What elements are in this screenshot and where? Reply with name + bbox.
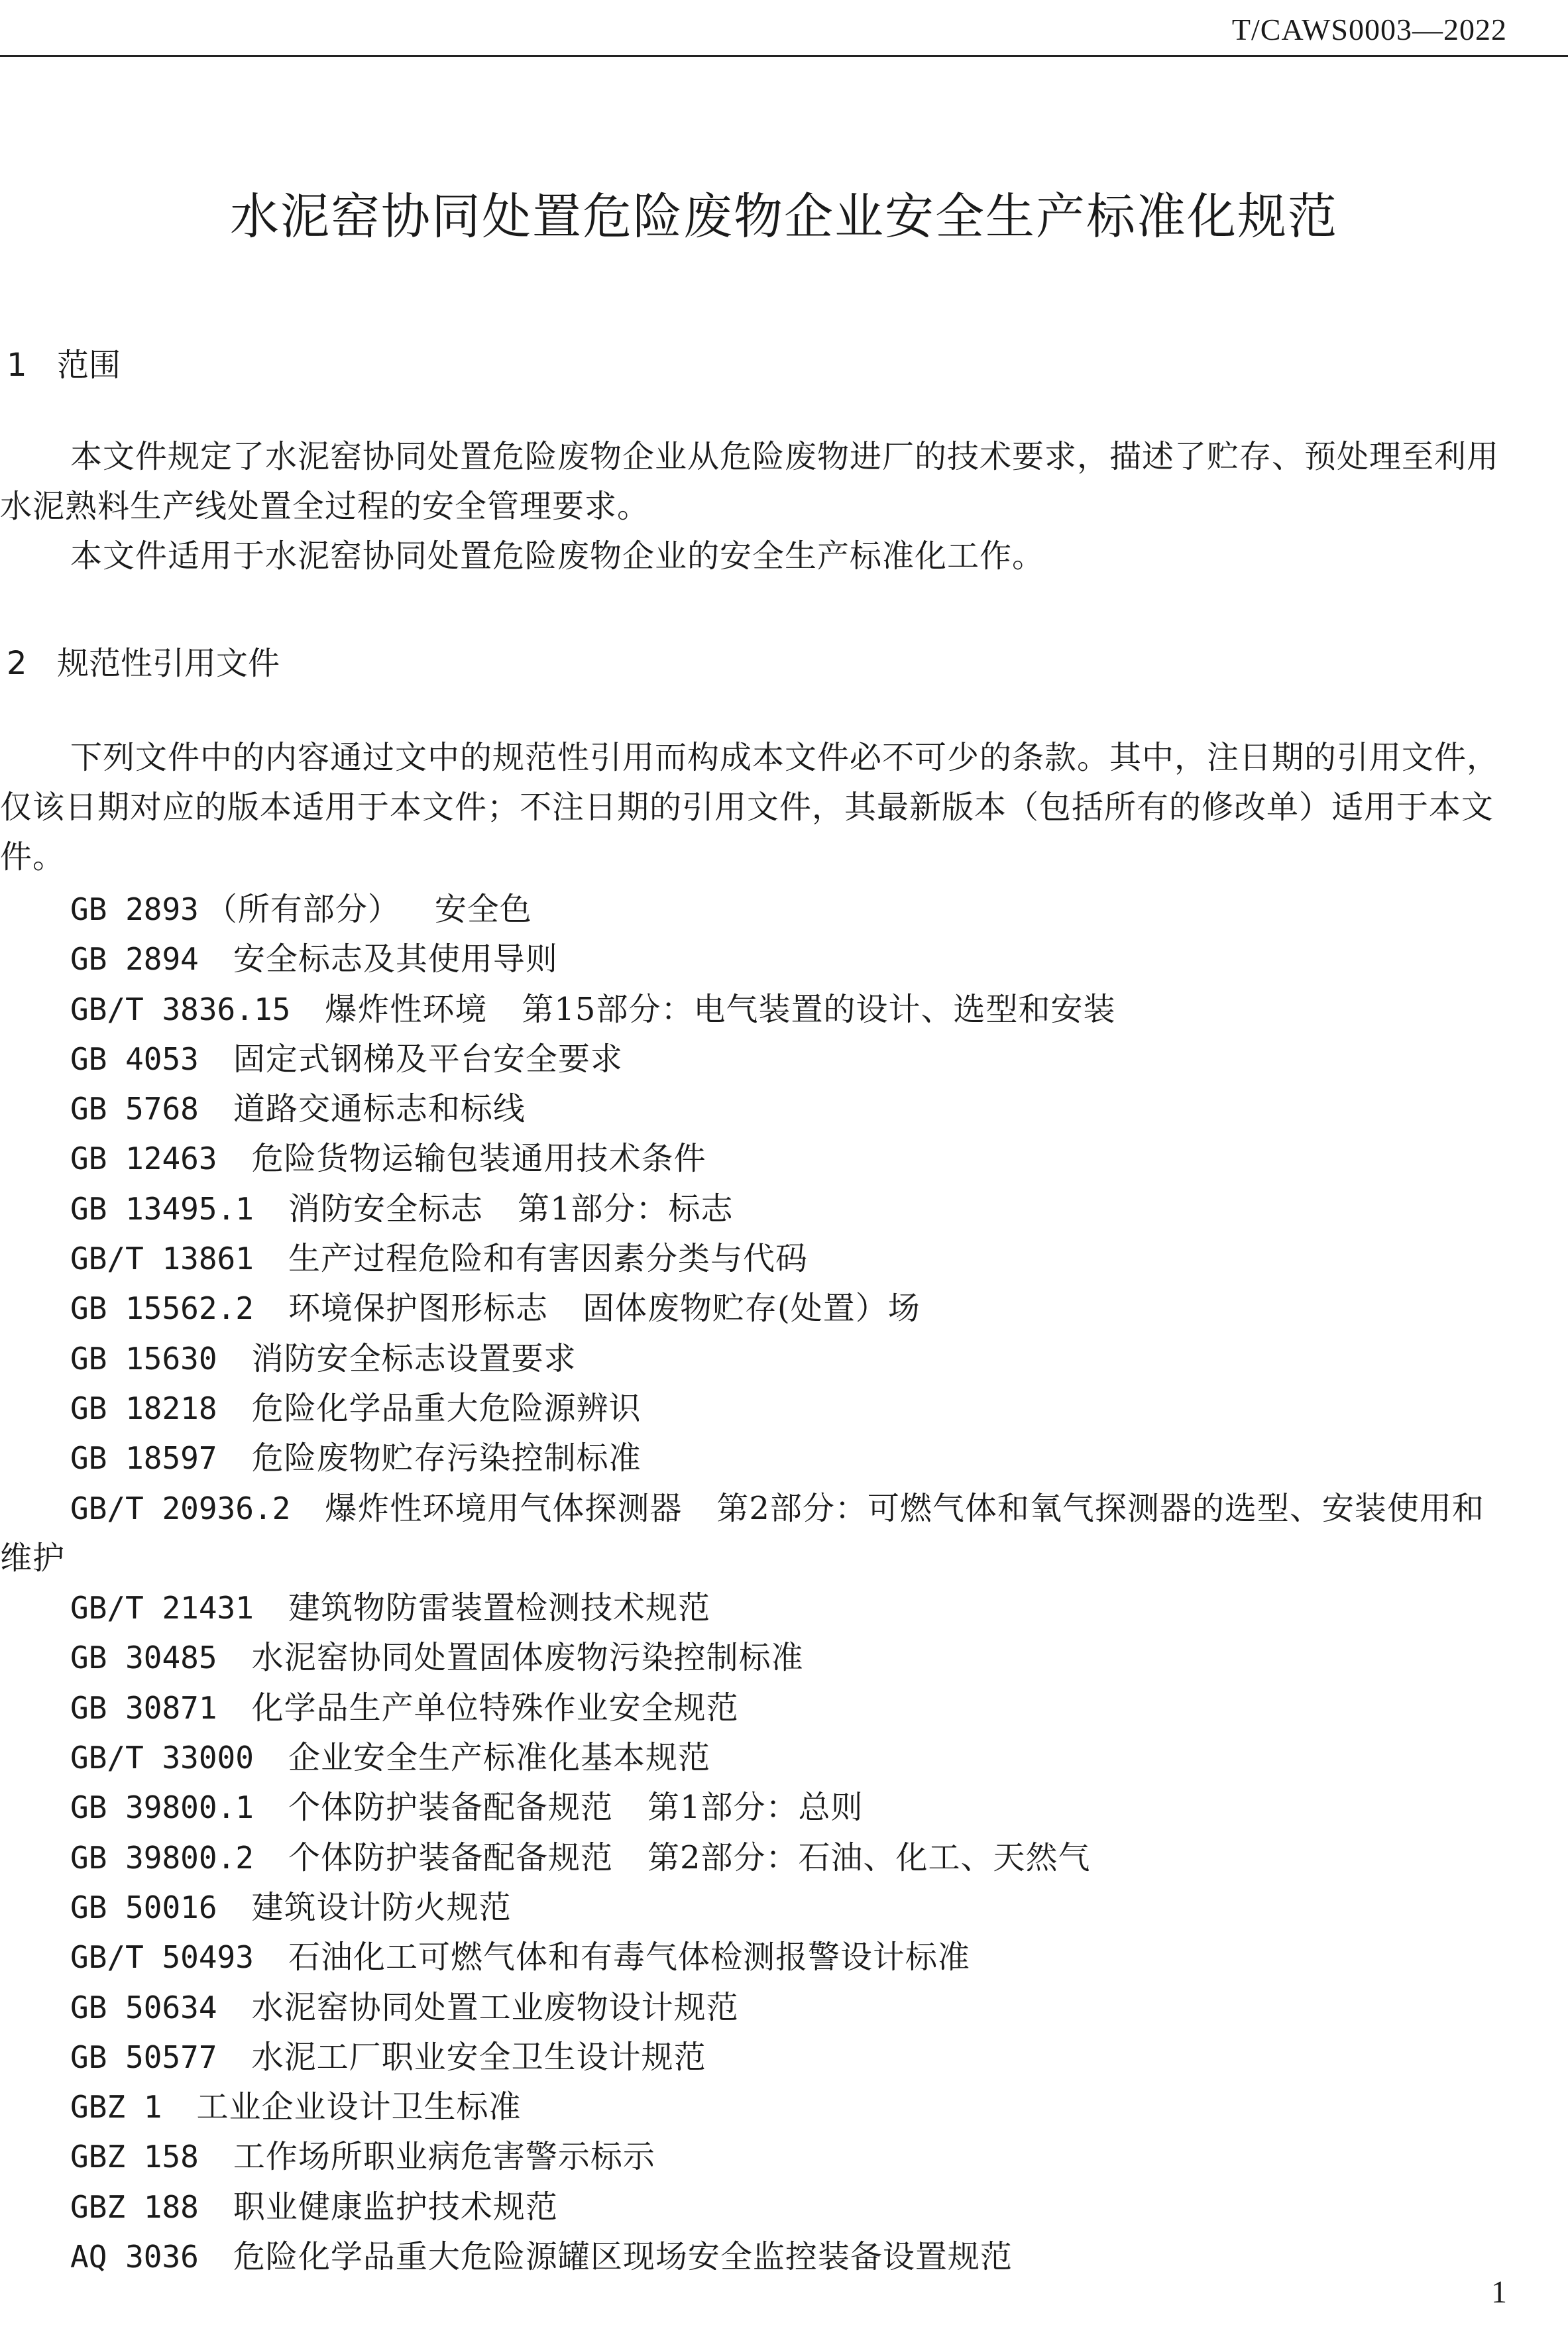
reference-item — [0, 1783, 1502, 1833]
reference-code: GB 4053 — [70, 1041, 199, 1077]
reference-code: GB/T 13861 — [70, 1241, 254, 1277]
reference-part-title: 第1部分：标志 — [517, 1190, 734, 1227]
reference-item — [0, 1484, 1502, 1584]
reference-code: GB 12463 — [70, 1141, 217, 1177]
reference-title: 危险化学品重大危险源辨识 — [251, 1389, 642, 1427]
reference-code: GB 18218 — [70, 1390, 217, 1426]
reference-part-title: 第2部分：石油、化工、天然气 — [647, 1839, 1091, 1876]
reference-item — [0, 985, 1502, 1035]
reference-item — [0, 1583, 1502, 1633]
reference-title: 消防安全标志 — [288, 1190, 483, 1227]
reference-title: 环境保护图形标志 — [288, 1290, 548, 1328]
reference-title: 职业健康监护技术规范 — [233, 2188, 558, 2226]
section-number: 2 — [7, 645, 27, 682]
reference-title: 危险化学品重大危险源罐区现场安全监控装备设置规范 — [233, 2238, 1013, 2276]
reference-code: GB 2894 — [70, 941, 199, 978]
reference-part-title: 安全色 — [434, 891, 532, 928]
reference-item — [0, 1035, 1502, 1084]
reference-code: AQ 3036 — [70, 2239, 199, 2275]
reference-title: 建筑设计防火规范 — [251, 1888, 512, 1926]
reference-code: GB/T 21431 — [70, 1590, 254, 1626]
reference-item — [0, 2232, 1502, 2282]
section-2-heading — [7, 638, 280, 683]
reference-code: GB 15562.2 — [70, 1290, 254, 1327]
reference-code: GB 50577 — [70, 2039, 217, 2075]
reference-part-title: 固体废物贮存(处置）场 — [582, 1290, 921, 1328]
scope-paragraph-2: 本文件适用于水泥窑协同处置危险废物企业的安全生产标准化工作。 — [70, 538, 1045, 575]
document-code: T/CAWS0003—2022 — [1231, 13, 1507, 46]
reference-item — [0, 2082, 1502, 2132]
reference-title: 水泥工厂职业安全卫生设计规范 — [251, 2038, 706, 2076]
reference-item — [0, 1384, 1502, 1434]
scope-paragraph-1: 本文件规定了水泥窑协同处置危险废物企业从危险废物进厂的技术要求，描述了贮存、预处理至利用水泥熟料生产线处置全过程的安全管理要求。 — [0, 438, 1500, 525]
section-1-heading — [7, 339, 121, 385]
reference-item — [0, 1234, 1502, 1284]
reference-item — [0, 1434, 1502, 1483]
reference-item — [0, 1334, 1502, 1384]
reference-title: 化学品生产单位特殊作业安全规范 — [251, 1689, 739, 1727]
reference-title: 危险货物运输包装通用技术条件 — [251, 1140, 706, 1178]
reference-part-title: 第15部分：电气装置的设计、选型和安装 — [522, 990, 1116, 1028]
reference-title: 消防安全标志设置要求 — [251, 1339, 577, 1377]
reference-code: GB 50634 — [70, 1989, 217, 2025]
reference-item — [0, 1284, 1502, 1333]
references-intro-paragraph: 下列文件中的内容通过文中的规范性引用而构成本文件必不可少的条款。其中，注日期的引用文件，仅该日期对应的版本适用于本文件；不注日期的引用文件，其最新版本（包括所有的修改单）适用于本文件。 — [0, 739, 1500, 876]
reference-title: （所有部分） — [205, 891, 400, 928]
header-divider — [0, 55, 1568, 57]
reference-item — [0, 935, 1502, 984]
reference-code: GB 15630 — [70, 1340, 217, 1377]
reference-code: GB 13495.1 — [70, 1190, 254, 1227]
section-title: 规范性引用文件 — [57, 645, 280, 682]
reference-code: GBZ 1 — [70, 2089, 162, 2126]
reference-item — [0, 1833, 1502, 1883]
reference-part-title: 第2部分：可燃气体和氧气探测器的选型、安装使用和维护 — [0, 1489, 1484, 1577]
reference-code: GB 39800.2 — [70, 1839, 254, 1876]
reference-item — [0, 1933, 1502, 1982]
reference-code: GB 50016 — [70, 1889, 217, 1925]
reference-title: 个体防护装备配备规范 — [288, 1839, 613, 1876]
reference-code: GB 30871 — [70, 1689, 217, 1726]
reference-title: 建筑物防雷装置检测技术规范 — [288, 1589, 710, 1627]
reference-item — [0, 2183, 1502, 2232]
reference-item — [0, 1184, 1502, 1234]
reference-code: GBZ 158 — [70, 2139, 199, 2175]
reference-title: 爆炸性环境用气体探测器 — [325, 1489, 683, 1527]
reference-title: 生产过程危险和有害因素分类与代码 — [288, 1240, 808, 1278]
reference-code: GB/T 3836.15 — [70, 991, 291, 1027]
reference-item — [0, 1883, 1502, 1933]
reference-title: 工业企业设计卫生标准 — [196, 2088, 522, 2126]
section-title: 范围 — [57, 347, 121, 384]
reference-item — [0, 2033, 1502, 2082]
reference-title: 企业安全生产标准化基本规范 — [288, 1739, 710, 1777]
reference-title: 危险废物贮存污染控制标准 — [251, 1440, 642, 1477]
section-number: 1 — [7, 347, 27, 384]
reference-code: GB 2893 — [70, 891, 199, 927]
normative-references-list — [0, 885, 1502, 2282]
reference-title: 固定式钢梯及平台安全要求 — [233, 1040, 623, 1078]
reference-item — [0, 1633, 1502, 1683]
reference-code: GB 39800.1 — [70, 1789, 254, 1826]
reference-title: 水泥窑协同处置固体废物污染控制标准 — [251, 1639, 804, 1677]
reference-title: 安全标志及其使用导则 — [233, 940, 558, 978]
reference-item — [0, 2132, 1502, 2182]
document-title: 水泥窑协同处置危险废物企业安全生产标准化规范 — [230, 188, 1338, 245]
reference-item — [0, 1983, 1502, 2033]
reference-part-title: 第1部分：总则 — [647, 1789, 864, 1827]
reference-item — [0, 1683, 1502, 1733]
reference-title: 石油化工可燃气体和有毒气体检测报警设计标准 — [288, 1939, 970, 1976]
reference-item — [0, 1134, 1502, 1184]
reference-code: GB 18597 — [70, 1440, 217, 1477]
reference-item — [0, 1084, 1502, 1134]
reference-title: 个体防护装备配备规范 — [288, 1789, 613, 1827]
reference-title: 爆炸性环境 — [325, 990, 488, 1028]
reference-code: GB/T 33000 — [70, 1740, 254, 1776]
reference-code: GB/T 20936.2 — [70, 1490, 291, 1526]
reference-item — [0, 1733, 1502, 1783]
reference-title: 水泥窑协同处置工业废物设计规范 — [251, 1988, 739, 2026]
reference-title: 道路交通标志和标线 — [233, 1090, 526, 1128]
reference-code: GB 30485 — [70, 1640, 217, 1676]
reference-code: GB/T 50493 — [70, 1939, 254, 1976]
reference-title: 工作场所职业病危害警示标示 — [233, 2138, 655, 2176]
reference-code: GB 5768 — [70, 1091, 199, 1127]
reference-item — [0, 885, 1502, 935]
page-number: 1 — [1491, 2275, 1507, 2310]
reference-code: GBZ 188 — [70, 2188, 199, 2225]
